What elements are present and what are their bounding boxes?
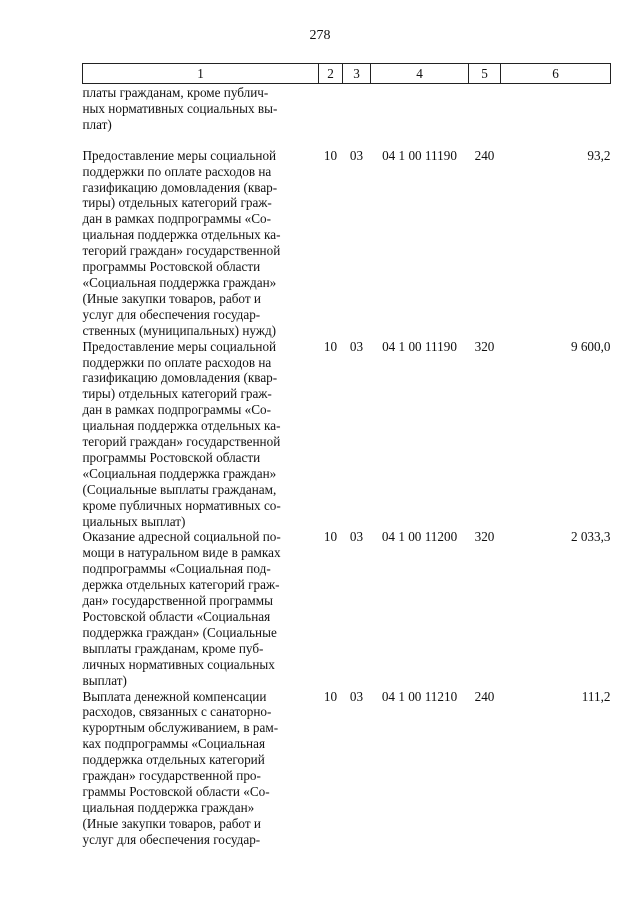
row-section-code bbox=[319, 84, 343, 148]
description-line: циальная поддержка отдельных ка- bbox=[82, 227, 281, 243]
row-expense-type: 320 bbox=[474, 529, 495, 545]
column-header-4: 4 bbox=[371, 64, 469, 84]
table-row bbox=[83, 339, 611, 530]
description-line: плат) bbox=[82, 116, 112, 132]
description-line: граждан» государственной про- bbox=[82, 768, 261, 784]
description-line: личных нормативных социальных bbox=[82, 656, 275, 672]
row-target-article: 04 1 00 11190 bbox=[382, 338, 457, 354]
table-body bbox=[83, 84, 611, 848]
description-line: Предоставление меры социальной bbox=[82, 147, 277, 163]
description-line: газификацию домовладения (квар- bbox=[82, 179, 278, 195]
row-expense-type bbox=[469, 84, 501, 148]
row-expense-type: 240 bbox=[474, 147, 495, 163]
row-section-code: 10 bbox=[323, 147, 338, 163]
row-subsection-code: 03 bbox=[349, 338, 364, 354]
description-line: газификацию домовладения (квар- bbox=[82, 370, 278, 386]
row-amount: 93,2 bbox=[587, 147, 611, 163]
row-subsection-code: 03 bbox=[349, 147, 364, 163]
row-description bbox=[83, 84, 319, 148]
description-line: поддержки по оплате расходов на bbox=[82, 163, 272, 179]
row-amount: 9 600,0 bbox=[570, 338, 611, 354]
description-line: держка отдельных категорий граж- bbox=[82, 577, 280, 593]
description-line: дан» государственной программы bbox=[82, 593, 273, 609]
description-line: мощи в натуральном виде в рамках bbox=[82, 545, 281, 561]
row-section-code: 10 bbox=[323, 688, 338, 704]
description-line: Ростовской области «Социальная bbox=[82, 609, 271, 624]
description-line: тегорий граждан» государственной bbox=[82, 434, 281, 450]
description-line: Предоставление меры социальной bbox=[82, 338, 277, 354]
description-line: граммы Ростовской области «Со- bbox=[82, 783, 270, 799]
description-line: поддержка граждан» (Социальные bbox=[82, 624, 277, 640]
description-line: ных нормативных социальных вы- bbox=[82, 100, 278, 116]
table-row bbox=[83, 148, 611, 339]
row-target-article: 04 1 00 11210 bbox=[381, 688, 458, 704]
column-header-6: 6 bbox=[501, 64, 611, 84]
description-line: тегорий граждан» государственной bbox=[82, 243, 281, 259]
description-line: Выплата денежной компенсации bbox=[82, 688, 267, 704]
column-header-5: 5 bbox=[469, 64, 501, 84]
table-row bbox=[83, 529, 611, 688]
description-line: программы Ростовской области bbox=[82, 259, 261, 275]
description-line: дан в рамках подпрограммы «Со- bbox=[82, 211, 271, 227]
description-line: (Иные закупки товаров, работ и bbox=[82, 290, 261, 306]
row-expense-type: 240 bbox=[474, 688, 495, 704]
description-line: дан в рамках подпрограммы «Со- bbox=[82, 402, 271, 418]
row-description bbox=[83, 689, 319, 848]
description-line: «Социальная поддержка граждан» bbox=[82, 465, 277, 481]
row-description bbox=[83, 339, 319, 530]
description-line: программы Ростовской области bbox=[82, 449, 261, 465]
row-section-code: 10 bbox=[323, 338, 338, 354]
description-line: (Социальные выплаты гражданам, bbox=[82, 481, 277, 497]
description-line: поддержка отдельных категорий bbox=[82, 752, 265, 768]
row-target-article: 04 1 00 11190 bbox=[382, 147, 457, 163]
description-line: (Иные закупки товаров, работ и bbox=[82, 815, 261, 831]
description-line: циальных выплат) bbox=[82, 513, 186, 529]
column-header-3: 3 bbox=[343, 64, 371, 84]
row-expense-type: 320 bbox=[474, 338, 495, 354]
description-line: тиры) отдельных категорий граж- bbox=[82, 195, 272, 211]
description-line: выплаты гражданам, кроме пуб- bbox=[82, 640, 264, 656]
row-subsection-code: 03 bbox=[349, 688, 364, 704]
description-line: подпрограммы «Социальная под- bbox=[82, 561, 271, 577]
description-line: «Социальная поддержка граждан» bbox=[82, 274, 277, 290]
page-number: 278 bbox=[309, 28, 331, 43]
description-line: Оказание адресной социальной по- bbox=[82, 529, 281, 545]
row-description bbox=[83, 148, 319, 339]
row-amount bbox=[501, 84, 611, 148]
row-target-article: 04 1 00 11200 bbox=[381, 529, 458, 545]
description-line: расходов, связанных с санаторно- bbox=[82, 704, 272, 720]
description-line: ственных (муниципальных) нужд) bbox=[82, 322, 277, 338]
row-target-article bbox=[371, 84, 469, 148]
row-subsection-code bbox=[343, 84, 371, 148]
budget-table bbox=[82, 63, 611, 848]
row-section-code: 10 bbox=[323, 529, 338, 545]
description-line: циальная поддержка граждан» bbox=[82, 799, 255, 815]
column-header-1: 1 bbox=[83, 64, 319, 84]
description-line: ках подпрограммы «Социальная bbox=[82, 736, 266, 752]
description-line: услуг для обеспечения государ- bbox=[82, 831, 261, 847]
row-subsection-code: 03 bbox=[349, 529, 364, 545]
description-line: поддержки по оплате расходов на bbox=[82, 354, 272, 370]
description-line: тиры) отдельных категорий граж- bbox=[82, 386, 272, 402]
row-description bbox=[83, 529, 319, 688]
description-line: курортным обслуживанием, в рам- bbox=[82, 720, 279, 736]
column-header-2: 2 bbox=[319, 64, 343, 84]
column-number-row bbox=[83, 64, 611, 84]
table-row bbox=[83, 689, 611, 848]
description-line: услуг для обеспечения государ- bbox=[82, 306, 261, 322]
table-row bbox=[83, 84, 611, 148]
description-line: выплат) bbox=[82, 672, 127, 688]
description-line: платы гражданам, кроме публич- bbox=[82, 85, 269, 100]
description-line: циальная поддержка отдельных ка- bbox=[82, 418, 281, 434]
row-amount: 2 033,3 bbox=[570, 529, 611, 545]
description-line: кроме публичных нормативных со- bbox=[82, 497, 281, 513]
row-amount: 111,2 bbox=[581, 688, 611, 704]
